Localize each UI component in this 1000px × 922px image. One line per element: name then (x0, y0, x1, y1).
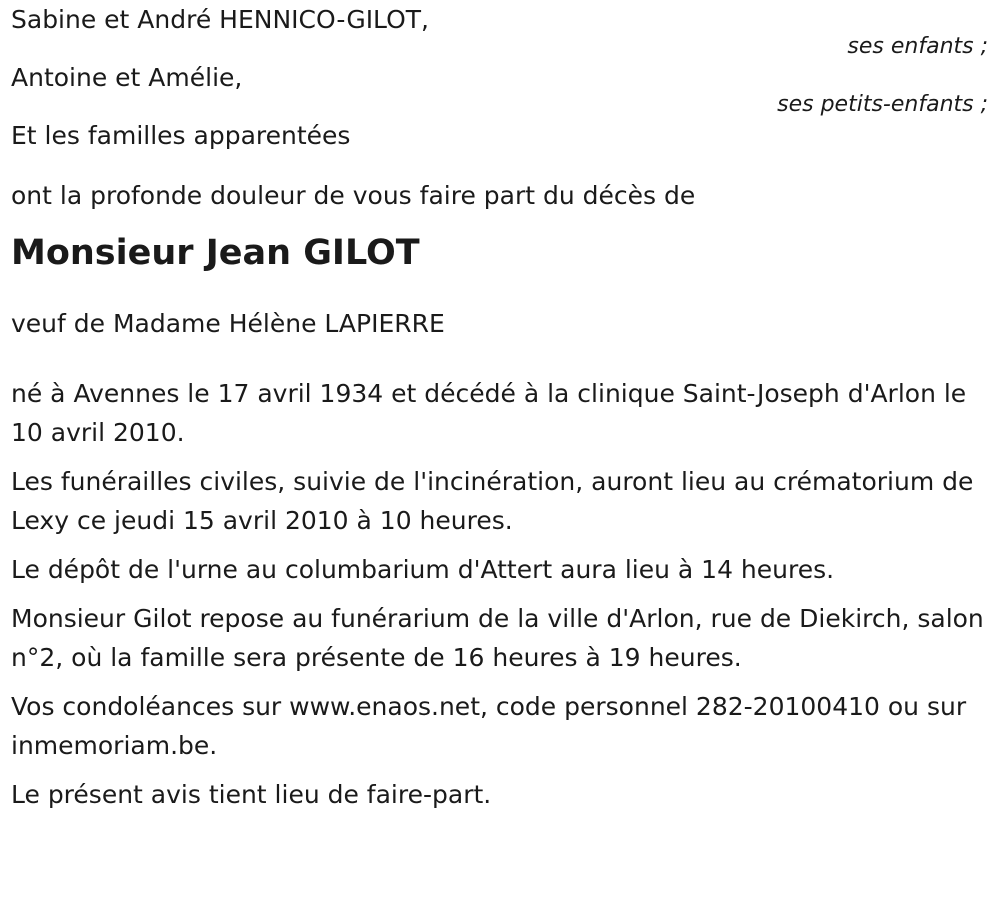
deceased-name: Monsieur Jean GILOT (11, 233, 420, 273)
funerarium-paragraph: Monsieur Gilot repose au funérarium de la ville d'Arlon, rue de Diekirch, salon n°2, où la famille sera présente de 16 heures à 19 heures. (11, 604, 984, 672)
birth-death-paragraph: né à Avennes le 17 avril 1934 et décédé à la clinique Saint-Joseph d'Arlon le 10 avril 2010. (11, 379, 967, 447)
announcement-line: ont la profonde douleur de vous faire part du décès de (11, 181, 696, 210)
death-notice (11, 0, 991, 824)
grandchildren-role: ses petits-enfants ; (777, 92, 988, 117)
funeral-paragraph: Les funérailles civiles, suivie de l'incinération, auront lieu au crématorium de Lexy ce jeudi 15 avril 2010 à 10 heures. (11, 467, 974, 535)
closing-paragraph: Le présent avis tient lieu de faire-part. (11, 780, 492, 809)
children-role: ses enfants ; (847, 34, 988, 59)
grandchildren-names: Antoine et Amélie, (11, 63, 243, 92)
relatives-line: Et les familles apparentées (11, 121, 351, 150)
widower-line: veuf de Madame Hélène LAPIERRE (11, 309, 445, 338)
children-names: Sabine et André HENNICO-GILOT, (11, 5, 429, 34)
condolences-paragraph: Vos condoléances sur www.enaos.net, code personnel 282-20100410 ou sur inmemoriam.be. (11, 692, 967, 760)
urn-paragraph: Le dépôt de l'urne au columbarium d'Attert aura lieu à 14 heures. (11, 555, 835, 584)
